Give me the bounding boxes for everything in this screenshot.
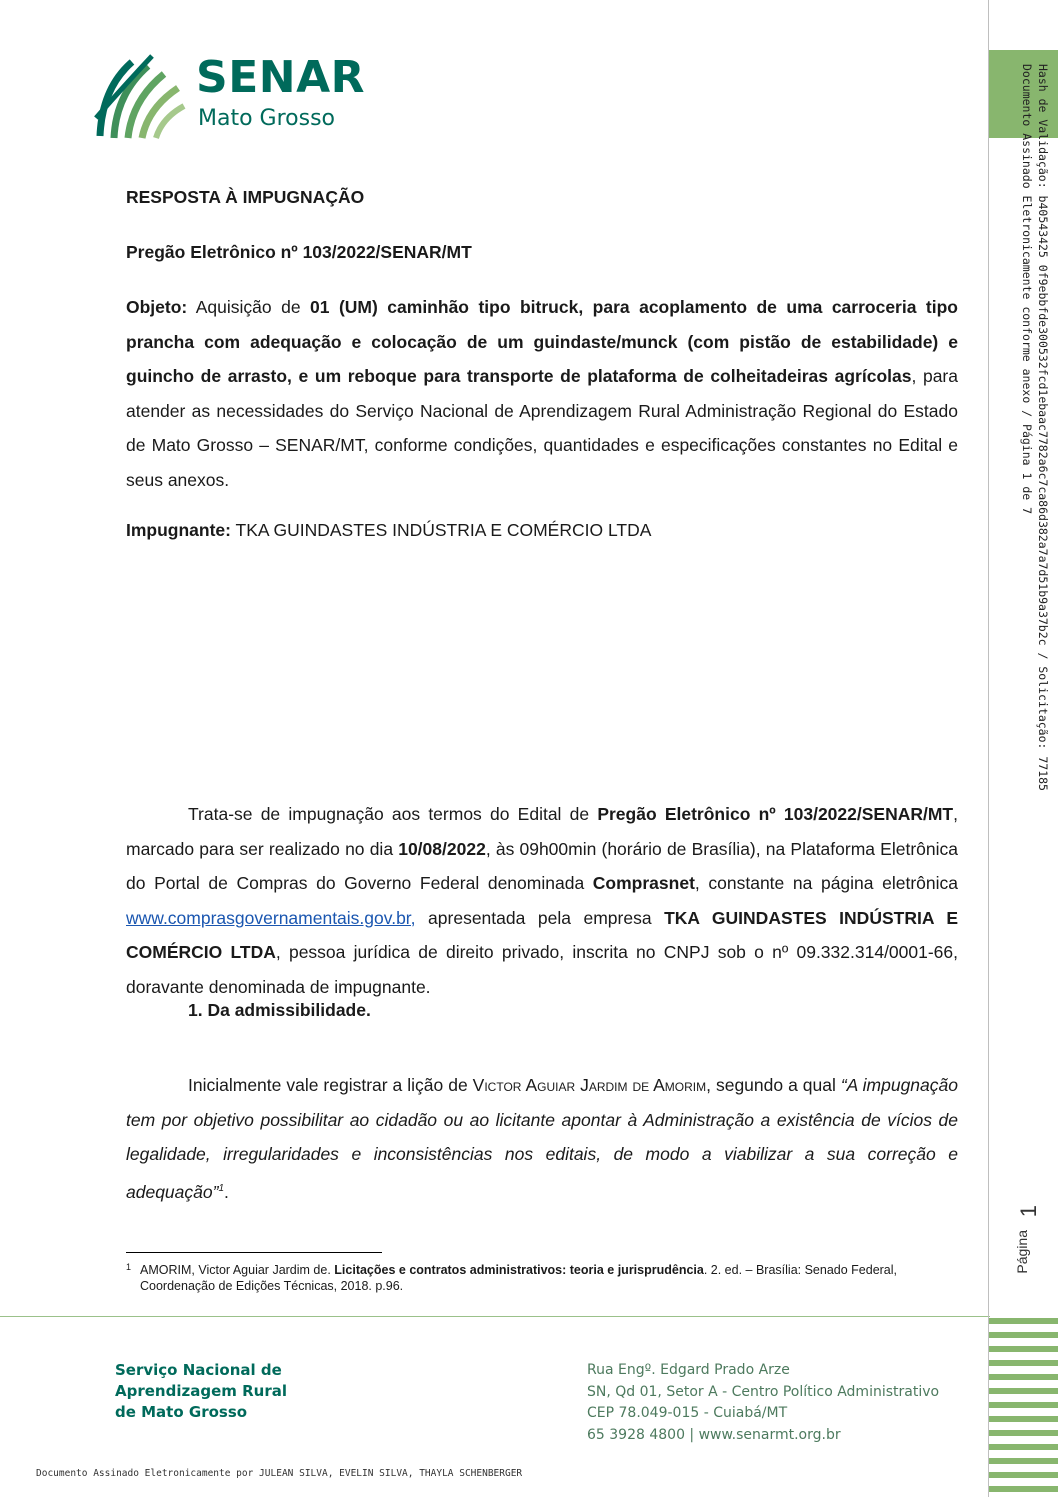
stripe bbox=[989, 1472, 1058, 1478]
impugnante-line bbox=[126, 514, 958, 546]
stripe bbox=[989, 1388, 1058, 1394]
objeto-text-1: Aquisição de bbox=[187, 297, 311, 317]
footnote-text-2: . 2. ed. – Brasília: Senado Federal, Coordenação de Edições Técnicas, 2018. p.96. bbox=[140, 1263, 898, 1293]
stripe bbox=[989, 1332, 1058, 1338]
footnote bbox=[126, 1262, 958, 1294]
objeto-paragraph bbox=[126, 290, 958, 497]
footer-org-line: Aprendizagem Rural bbox=[115, 1382, 287, 1400]
stripe bbox=[989, 1430, 1058, 1436]
intro-paragraph bbox=[126, 797, 958, 1004]
footnote-text-1: AMORIM, Victor Aguiar Jardim de. bbox=[140, 1263, 335, 1277]
page-label: Página bbox=[1014, 1230, 1030, 1274]
para1-date: 10/08/2022 bbox=[398, 838, 486, 859]
para1-text-2: , marcado para ser realizado no dia bbox=[126, 804, 958, 859]
para2-quote: “A impugnação tem por objetivo possibilitar ao cidadão ou ao licitante apontar à Administração a existência de vícios de legalidade, irregularidades e inconsistências nos editais, de modo a viabilizar a sua correção e adequação” bbox=[126, 1075, 958, 1202]
page-number-box bbox=[1012, 1200, 1042, 1300]
signature-page-info: Documento Assinado Eletronicamente conforme anexo / Página 1 de 7 bbox=[1020, 64, 1034, 515]
section-admissibilidade: 1. Da admissibilidade. bbox=[188, 1000, 371, 1020]
logo-subtitle: Mato Grosso bbox=[198, 106, 335, 131]
stripe bbox=[989, 1486, 1058, 1492]
para1-text-1: Trata-se de impugnação aos termos do Edital de bbox=[188, 804, 598, 824]
stripe bbox=[989, 1458, 1058, 1464]
footer-address-line: Rua Engº. Edgard Prado Arze bbox=[587, 1362, 790, 1378]
admissibility-paragraph bbox=[126, 1068, 958, 1209]
objeto-label: Objeto: bbox=[126, 297, 188, 317]
document-title: RESPOSTA À IMPUGNAÇÃO bbox=[126, 187, 365, 207]
para2-author: Victor Aguiar Jardim de Amorim bbox=[472, 1075, 707, 1095]
para2-end: . bbox=[224, 1181, 229, 1202]
para1-company: TKA GUINDASTES INDÚSTRIA E COMÉRCIO LTDA bbox=[126, 907, 959, 962]
footnote-number: 1 bbox=[126, 1262, 132, 1272]
pregao-reference: Pregão Eletrônico nº 103/2022/SENAR/MT bbox=[126, 242, 472, 262]
impugnante-value: TKA GUINDASTES INDÚSTRIA E COMÉRCIO LTDA bbox=[231, 520, 652, 540]
footer-address bbox=[587, 1360, 939, 1446]
footer-address-line: 65 3928 4800 | www.senarmt.org.br bbox=[587, 1426, 841, 1443]
footnote-ref: 1 bbox=[218, 1182, 225, 1194]
stripe bbox=[989, 1416, 1058, 1422]
footer-org-line: Serviço Nacional de bbox=[115, 1361, 282, 1379]
comprasgovernamentais-link[interactable]: www.comprasgovernamentais.gov.br, bbox=[126, 907, 416, 928]
para1-text-3: , às 09h00min (horário de Brasília), na Plataforma Eletrônica do Portal de Compras do Governo Federal denominada bbox=[126, 838, 958, 893]
margin-line bbox=[988, 0, 989, 1497]
footer-divider bbox=[0, 1316, 990, 1317]
footnote-title: Licitações e contratos administrativos: teoria e jurisprudência bbox=[334, 1263, 704, 1277]
stripe bbox=[989, 1444, 1058, 1450]
para1-text-6: , pessoa jurídica de direito privado, inscrita no CNPJ sob o nº 09.332.314/0001-66, doravante denominada de impugnante. bbox=[126, 942, 959, 997]
footer-address-line: CEP 78.049-015 - Cuiabá/MT bbox=[587, 1405, 788, 1421]
para1-pregao: Pregão Eletrônico nº 103/2022/SENAR/MT bbox=[597, 804, 954, 824]
para2-text-2: , segundo a qual bbox=[706, 1075, 841, 1095]
footer-stripes bbox=[989, 1318, 1058, 1497]
footnote-divider bbox=[126, 1252, 382, 1253]
stripe bbox=[989, 1346, 1058, 1352]
stripe bbox=[989, 1360, 1058, 1366]
para1-text-5: apresentada pela empresa bbox=[415, 907, 665, 928]
signature-notice: Documento Assinado Eletronicamente por JULEAN SILVA, EVELIN SILVA, THAYLA SCHENBERGER bbox=[36, 1468, 523, 1479]
stripe bbox=[989, 1374, 1058, 1380]
para1-comprasnet: Comprasnet bbox=[592, 873, 695, 893]
logo-title: SENAR bbox=[196, 52, 366, 103]
stripe bbox=[989, 1318, 1058, 1324]
stripe bbox=[989, 1402, 1058, 1408]
para2-text-1: Inicialmente vale registrar a lição de bbox=[188, 1075, 473, 1095]
senar-logo bbox=[92, 48, 372, 148]
impugnante-label: Impugnante: bbox=[126, 520, 231, 540]
objeto-bold: 01 (UM) caminhão tipo bitruck, para acoplamento de uma carroceria tipo prancha com adequação e colocação de um guindaste/munck (com pistão de estabilidade) e guincho de arrasto, e um reboque para transporte de plataforma de colheitadeiras agrícolas bbox=[126, 297, 958, 386]
objeto-text-2: , para atender as necessidades do Serviço Nacional de Aprendizagem Rural Administração Regional do Estado de Mato Grosso – SENAR/MT, conforme condições, quantidades e especificações constantes no Edital e seus anexos. bbox=[126, 366, 958, 490]
footer-address-line: SN, Qd 01, Setor A - Centro Político Administrativo bbox=[587, 1383, 940, 1400]
page-number: 1 bbox=[1016, 1205, 1041, 1218]
footer-organization bbox=[115, 1360, 287, 1423]
validation-hash: Hash de Validação: b40543425 0f9ebbfde300532fcd1ebaac7782a6c7ca86d382a7a7d51b9a37b2c / Solicitação: 77185 bbox=[1036, 64, 1050, 791]
para1-text-4: , constante na página eletrônica bbox=[694, 873, 958, 893]
footer-org-line: de Mato Grosso bbox=[115, 1403, 248, 1421]
senar-leaf-icon bbox=[92, 48, 187, 143]
